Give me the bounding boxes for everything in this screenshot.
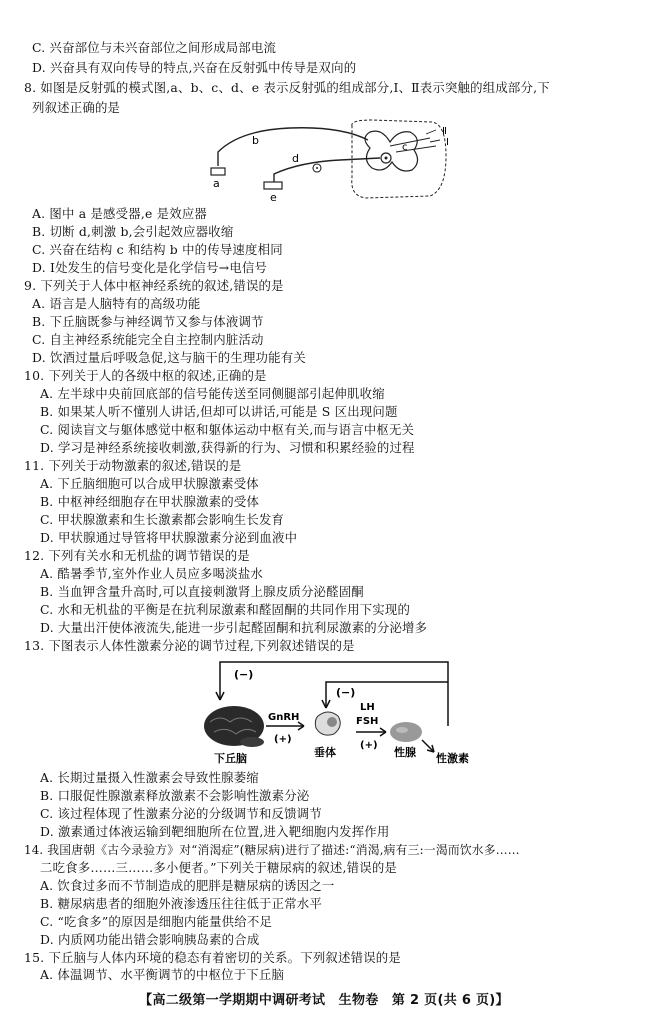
fig13-lh: LH	[360, 702, 375, 713]
q10-option-d: D. 学习是神经系统接收刺激,获得新的行为、习惯和积累经验的过程	[40, 440, 415, 455]
q12-option-d: D. 大量出汗使体液流失,能进一步引起醛固酮和抗利尿激素的分泌增多	[40, 620, 428, 635]
q10-stem: 10. 下列关于人的各级中枢的叙述,正确的是	[24, 368, 267, 383]
q7-option-d: D. 兴奋具有双向传导的特点,兴奋在反射弧中传导是双向的	[32, 60, 357, 75]
fig13-gnrh: GnRH	[268, 712, 300, 723]
q13-option-b: B. 口服促性腺激素释放激素不会影响性激素分泌	[40, 788, 310, 803]
fig13-sex-hormone: 性激素	[436, 752, 469, 765]
page-footer: 【高二级第一学期期中调研考试 生物卷 第 2 页(共 6 页)】	[139, 993, 509, 1008]
q8-option-b: B. 切断 d,刺激 b,会引起效应器收缩	[32, 224, 234, 239]
q8-option-a: A. 图中 a 是感受器,e 是效应器	[32, 206, 208, 221]
fig13-pos1: (+)	[274, 734, 292, 745]
q14-option-b: B. 糖尿病患者的细胞外液渗透压往往低于正常水平	[40, 896, 322, 911]
fig8-label-e: e	[270, 191, 277, 204]
q14-stem-1: 14. 我国唐朝《古今录验方》对“消渴症”(糖尿病)进行了描述:“消渴,病有三:一渴而饮水多……	[24, 843, 520, 857]
q11-option-c: C. 甲状腺激素和生长激素都会影响生长发育	[40, 512, 285, 527]
q14-option-c: C. “吃食多”的原因是细胞内能量供给不足	[40, 914, 273, 929]
fig13-pos2: (+)	[360, 740, 378, 751]
fig8-label-II: Ⅱ	[442, 126, 447, 137]
q9-stem: 9. 下列关于人体中枢神经系统的叙述,错误的是	[24, 278, 284, 293]
q11-option-d: D. 甲状腺通过导管将甲状腺激素分泌到血液中	[40, 530, 298, 545]
q9-option-a: A. 语言是人脑特有的高级功能	[32, 296, 201, 311]
q9-option-b: B. 下丘脑既参与神经调节又参与体液调节	[32, 314, 264, 329]
fig13-hypothalamus: 下丘脑	[214, 752, 247, 765]
q13-option-a: A. 长期过量摄入性激素会导致性腺萎缩	[40, 770, 259, 785]
q13-option-c: C. 该过程体现了性激素分泌的分级调节和反馈调节	[40, 806, 322, 821]
q9-option-c: C. 自主神经系统能完全自主控制内脏活动	[32, 332, 264, 347]
q10-option-a: A. 左半球中央前回底部的信号能传送至同侧腿部引起伸肌收缩	[40, 386, 385, 401]
fig13-gonad: 性腺	[394, 746, 416, 759]
q14-option-d: D. 内质网功能出错会影响胰岛素的合成	[40, 932, 260, 947]
q13-stem: 13. 下图表示人体性激素分泌的调节过程,下列叙述错误的是	[24, 638, 355, 653]
sex-hormone-regulation-figure	[196, 656, 486, 766]
q8-stem-1: 8. 如图是反射弧的模式图,a、b、c、d、e 表示反射弧的组成部分,Ⅰ、Ⅱ表示突触的组成部分,下	[24, 80, 550, 95]
q12-stem: 12. 下列有关水和无机盐的调节错误的是	[24, 548, 250, 563]
q12-option-a: A. 酷暑季节,室外作业人员应多喝淡盐水	[40, 566, 264, 581]
q12-option-c: C. 水和无机盐的平衡是在抗利尿激素和醛固酮的共同作用下实现的	[40, 602, 411, 617]
q15-stem: 15. 下丘脑与人体内环境的稳态有着密切的关系。下列叙述错误的是	[24, 950, 401, 965]
fig8-label-a: a	[213, 177, 220, 190]
fig8-label-I: Ⅰ	[446, 137, 449, 148]
q13-option-d: D. 激素通过体液运输到靶细胞所在位置,进入靶细胞内发挥作用	[40, 824, 390, 839]
q11-stem: 11. 下列关于动物激素的叙述,错误的是	[24, 458, 242, 473]
q10-option-c: C. 阅读盲文与躯体感觉中枢和躯体运动中枢有关,而与语言中枢无关	[40, 422, 415, 437]
reflex-arc-figure	[200, 118, 470, 204]
q10-option-b: B. 如果某人听不懂别人讲话,但却可以讲话,可能是 S 区出现问题	[40, 404, 398, 419]
q15-option-a: A. 体温调节、水平衡调节的中枢位于下丘脑	[40, 967, 285, 982]
fig13-neg2: (−)	[336, 686, 356, 699]
q8-option-c: C. 兴奋在结构 c 和结构 b 中的传导速度相同	[32, 242, 283, 257]
q8-stem-2: 列叙述正确的是	[32, 100, 121, 115]
fig13-pituitary: 垂体	[314, 746, 336, 759]
q14-option-a: A. 饮食过多而不节制造成的肥胖是糖尿病的诱因之一	[40, 878, 335, 893]
q9-option-d: D. 饮酒过量后呼吸急促,这与脑干的生理功能有关	[32, 350, 306, 365]
q11-option-b: B. 中枢神经细胞存在甲状腺激素的受体	[40, 494, 260, 509]
q8-option-d: D. Ⅰ处发生的信号变化是化学信号→电信号	[32, 260, 268, 275]
q7-option-c: C. 兴奋部位与未兴奋部位之间形成局部电流	[32, 40, 277, 55]
q12-option-b: B. 当血钾含量升高时,可以直接刺激肾上腺皮质分泌醛固酮	[40, 584, 364, 599]
fig13-neg1: (−)	[234, 668, 254, 681]
fig13-fsh: FSH	[356, 716, 379, 727]
fig8-label-d: d	[292, 152, 299, 165]
fig8-label-b: b	[252, 134, 259, 147]
fig8-label-c: c	[402, 142, 408, 153]
q11-option-a: A. 下丘脑细胞可以合成甲状腺激素受体	[40, 476, 259, 491]
q14-stem-2: 二吃食多……三……多小便者。”下列关于糖尿病的叙述,错误的是	[40, 860, 398, 875]
